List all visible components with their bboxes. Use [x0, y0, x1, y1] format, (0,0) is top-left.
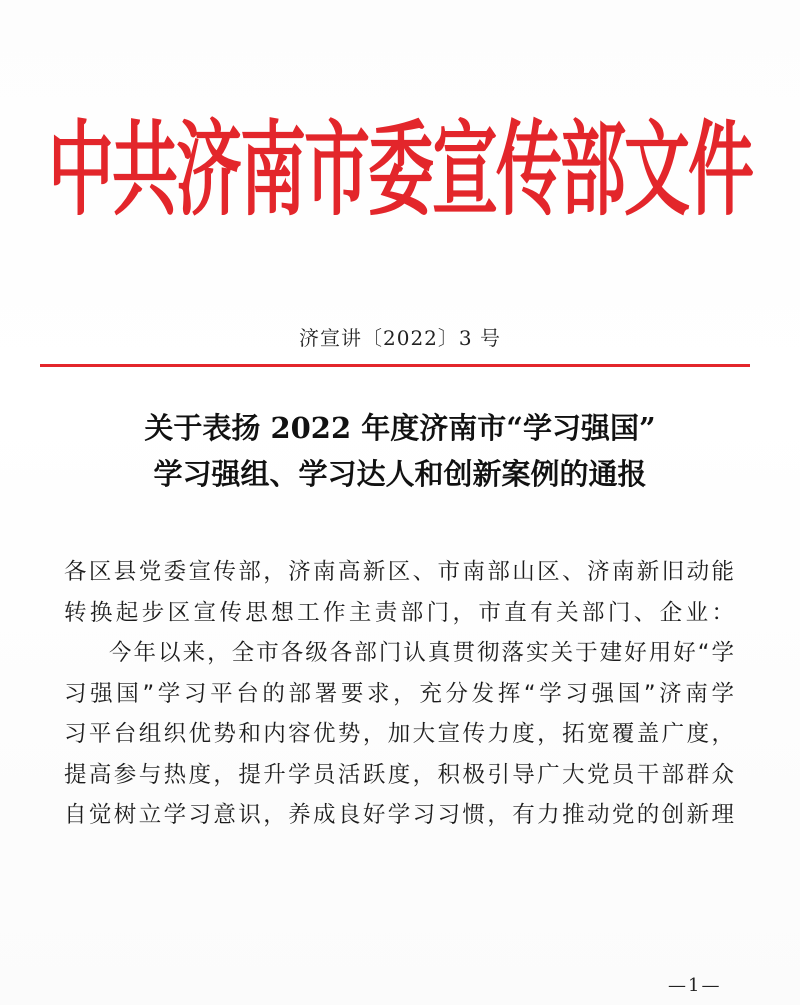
body-line: 习强国”学习平台的部署要求，充分发挥“学习强国”济南学 [64, 680, 734, 707]
body-line: 自觉树立学习意识，养成良好学习习惯，有力推动党的创新理 [64, 802, 734, 828]
page-number: —1— [668, 975, 722, 996]
document-title [0, 405, 800, 497]
title-line-2: 学习强组、学习达人和创新案例的通报 [153, 457, 647, 491]
red-divider-rule [40, 364, 750, 367]
body-line: 习平台组织优势和内容优势，加大宣传力度，拓宽覆盖广度， [64, 721, 734, 747]
body-line: 提高参与热度，提升学员活跃度，积极引导广大党员干部群众 [64, 761, 734, 788]
issuer-header: 中共济南市委宣传部文件 [48, 108, 752, 230]
body-line: 各区县党委宣传部，济南高新区、市南部山区、济南新旧动能 [64, 559, 734, 585]
title-line-1: 关于表扬 2022 年度济南市“学习强国” [144, 411, 656, 445]
document-body [64, 552, 734, 836]
body-line: 今年以来，全市各级各部门认真贯彻落实关于建好用好“学 [109, 640, 734, 666]
body-line: 转换起步区宣传思想工作主责部门，市直有关部门、企业： [64, 599, 734, 626]
document-number: 济宣讲〔2022〕3 号 [299, 326, 501, 350]
